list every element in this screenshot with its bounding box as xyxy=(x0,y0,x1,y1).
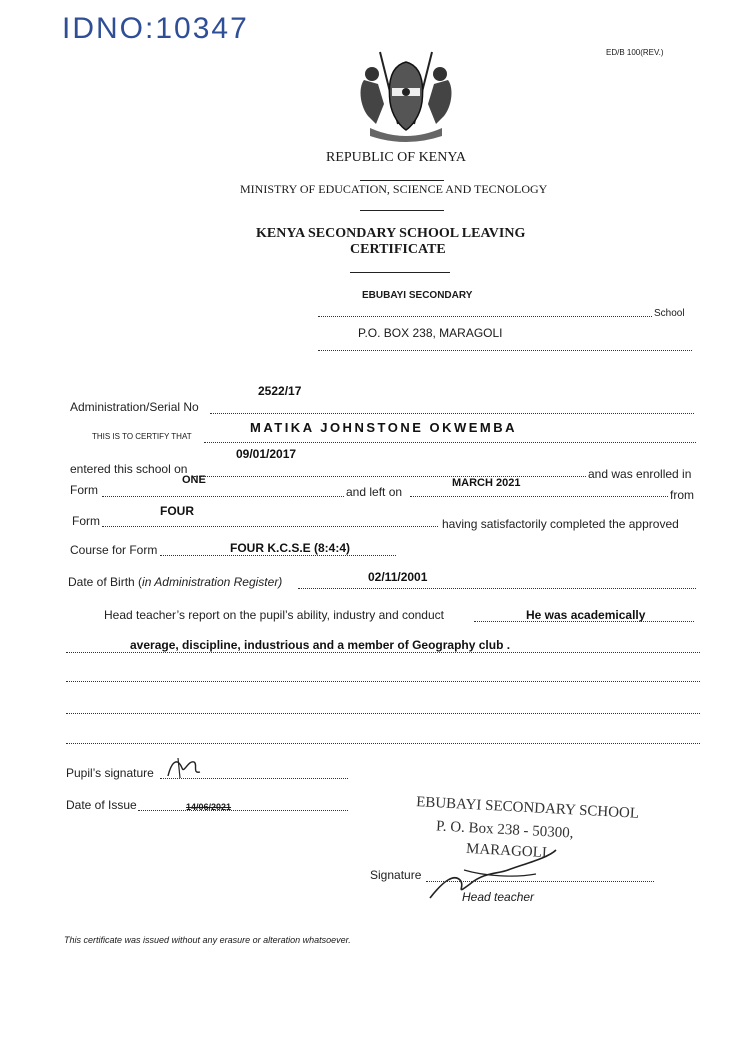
handwritten-id: IDNO:10347 xyxy=(62,12,249,45)
signature-label: Signature xyxy=(370,868,422,882)
dotted-line xyxy=(298,588,696,589)
form-code: ED/B 100(REV.) xyxy=(606,48,664,57)
divider xyxy=(360,180,444,181)
left-label: and left on xyxy=(346,485,403,499)
kenya-coat-of-arms-icon xyxy=(350,44,462,144)
dotted-line xyxy=(66,743,700,744)
report-line1: He was academically xyxy=(526,608,646,622)
divider xyxy=(360,210,444,211)
left-date: MARCH 2021 xyxy=(452,477,521,489)
dotted-line xyxy=(138,810,348,811)
course-label: Course for Form xyxy=(70,543,158,557)
stamp-line3: MARAGOLI xyxy=(465,840,548,862)
dotted-line xyxy=(102,496,344,497)
dotted-line xyxy=(318,316,652,317)
issue-date: 14/06/2021 xyxy=(186,802,232,812)
dotted-line xyxy=(210,413,694,414)
dob-label xyxy=(68,575,282,589)
serial-label: Administration/Serial No xyxy=(70,400,199,414)
dotted-line xyxy=(318,350,692,351)
pupil-signature-mark xyxy=(164,754,204,782)
form-label: Form xyxy=(70,483,98,497)
certificate-title-line1: KENYA SECONDARY SCHOOL LEAVING xyxy=(256,226,526,241)
entry-date: 09/01/2017 xyxy=(236,447,297,461)
school-label: School xyxy=(654,308,685,319)
completed-label: having satisfactorily completed the approved xyxy=(442,517,679,531)
report-line2: average, discipline, industrious and a member of Geography club . xyxy=(130,638,511,652)
form-left: FOUR xyxy=(160,504,194,518)
dotted-line xyxy=(160,555,396,556)
serial-value: 2522/17 xyxy=(258,384,302,398)
dotted-line xyxy=(66,681,700,682)
stamp-line2: P. O. Box 238 - 50300, xyxy=(435,818,574,842)
dob-label-italic: in Administration Register) xyxy=(142,575,283,589)
form-label-2: Form xyxy=(72,514,100,528)
ministry-title: MINISTRY OF EDUCATION, SCIENCE AND TECNOLOGY xyxy=(240,182,548,196)
dotted-line xyxy=(102,526,438,527)
dob-value: 02/11/2001 xyxy=(368,570,428,584)
dotted-line xyxy=(204,442,696,443)
school-address: P.O. BOX 238, MARAGOLI xyxy=(358,326,503,340)
dotted-line xyxy=(194,476,586,477)
certify-label: THIS IS TO CERTIFY THAT xyxy=(92,432,192,441)
student-name: MATIKA JOHNSTONE OKWEMBA xyxy=(250,420,518,435)
dotted-line xyxy=(410,496,668,497)
enrolled-label: and was enrolled in xyxy=(588,467,692,481)
course-value: FOUR K.C.S.E (8:4:4) xyxy=(230,541,351,555)
certificate-title-line2: CERTIFICATE xyxy=(350,242,446,257)
dob-label-prefix: Date of Birth ( xyxy=(68,575,143,589)
divider xyxy=(350,272,450,273)
from-label: from xyxy=(670,488,694,502)
issue-label: Date of Issue xyxy=(66,798,137,812)
entered-label: entered this school on xyxy=(70,462,188,476)
dotted-line xyxy=(66,713,700,714)
footer-note: This certificate was issued without any erasure or alteration whatsoever. xyxy=(64,935,351,945)
dotted-line xyxy=(66,652,700,653)
pupil-signature-label: Pupil’s signature xyxy=(66,766,154,780)
republic-title: REPUBLIC OF KENYA xyxy=(326,150,467,165)
school-name: EBUBAYI SECONDARY xyxy=(362,290,473,301)
head-teacher-role: Head teacher xyxy=(462,890,535,904)
stamp-line1: EBUBAYI SECONDARY SCHOOL xyxy=(415,794,640,822)
report-label: Head teacher’s report on the pupil’s ability, industry and conduct xyxy=(104,608,444,622)
form-entry: ONE xyxy=(182,474,206,486)
